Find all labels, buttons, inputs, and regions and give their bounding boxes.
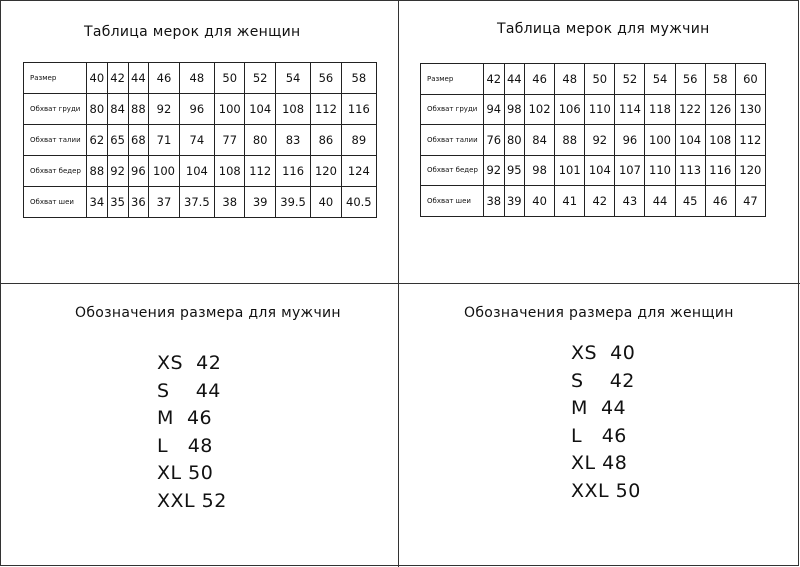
table-cell: 54 xyxy=(645,64,675,95)
table-cell: 98 xyxy=(504,94,525,125)
size-code-item: S 44 xyxy=(157,379,221,402)
horizontal-divider xyxy=(0,283,800,284)
table-cell: 45 xyxy=(675,186,705,217)
table-cell: 116 xyxy=(341,94,376,125)
row-label: Обхват бедер xyxy=(421,155,484,186)
table-row xyxy=(24,125,377,156)
men-codes-title: Обозначения размера для мужчин xyxy=(75,305,341,321)
table-cell: 92 xyxy=(149,94,179,125)
size-code-item: M 46 xyxy=(157,407,213,429)
table-cell: 40 xyxy=(87,63,108,94)
table-cell: 48 xyxy=(555,64,585,95)
table-cell: 39 xyxy=(245,187,275,218)
size-code-item: M 44 xyxy=(571,397,627,419)
table-cell: 34 xyxy=(87,187,108,218)
table-cell: 39 xyxy=(504,186,525,217)
table-cell: 108 xyxy=(275,94,310,125)
table-cell: 80 xyxy=(245,125,275,156)
table-row xyxy=(421,125,766,156)
row-label: Обхват талии xyxy=(24,125,87,156)
table-cell: 62 xyxy=(87,125,108,156)
size-code-item: XS 42 xyxy=(157,352,222,374)
table-cell: 88 xyxy=(128,94,149,125)
table-cell: 120 xyxy=(311,156,341,187)
table-cell: 71 xyxy=(149,125,179,156)
table-row xyxy=(24,187,377,218)
table-cell: 126 xyxy=(705,94,735,125)
table-cell: 44 xyxy=(128,63,149,94)
table-cell: 56 xyxy=(311,63,341,94)
men-size-codes xyxy=(157,350,227,515)
table-cell: 96 xyxy=(179,94,214,125)
table-cell: 40 xyxy=(311,187,341,218)
row-label: Обхват шеи xyxy=(421,186,484,217)
table-cell: 39.5 xyxy=(275,187,310,218)
table-cell: 112 xyxy=(245,156,275,187)
size-code-item: XL 48 xyxy=(571,452,628,474)
women-table-title: Таблица мерок для женщин xyxy=(84,24,301,40)
table-cell: 101 xyxy=(555,155,585,186)
table-cell: 42 xyxy=(585,186,615,217)
size-code-item: XXL 52 xyxy=(157,489,227,512)
women-codes-title: Обозначения размера для женщин xyxy=(464,305,734,321)
table-cell: 120 xyxy=(735,155,765,186)
table-cell: 60 xyxy=(735,64,765,95)
table-cell: 46 xyxy=(705,186,735,217)
table-cell: 46 xyxy=(525,64,555,95)
table-cell: 108 xyxy=(215,156,245,187)
table-cell: 44 xyxy=(645,186,675,217)
table-cell: 36 xyxy=(128,187,149,218)
table-cell: 80 xyxy=(87,94,108,125)
table-cell: 50 xyxy=(215,63,245,94)
table-cell: 54 xyxy=(275,63,310,94)
table-cell: 104 xyxy=(585,155,615,186)
women-size-codes xyxy=(571,340,641,505)
table-cell: 116 xyxy=(705,155,735,186)
table-cell: 112 xyxy=(311,94,341,125)
table-row xyxy=(421,186,766,217)
table-cell: 44 xyxy=(504,64,525,95)
table-cell: 86 xyxy=(311,125,341,156)
table-cell: 46 xyxy=(149,63,179,94)
size-code-item: L 48 xyxy=(157,434,213,457)
table-cell: 113 xyxy=(675,155,705,186)
table-cell: 88 xyxy=(555,125,585,156)
table-cell: 100 xyxy=(645,125,675,156)
table-cell: 89 xyxy=(341,125,376,156)
table-cell: 42 xyxy=(484,64,505,95)
table-cell: 94 xyxy=(484,94,505,125)
table-cell: 107 xyxy=(615,155,645,186)
size-code-item: S 42 xyxy=(571,369,635,392)
table-cell: 96 xyxy=(615,125,645,156)
table-cell: 114 xyxy=(615,94,645,125)
table-cell: 43 xyxy=(615,186,645,217)
row-label: Обхват груди xyxy=(24,94,87,125)
table-cell: 47 xyxy=(735,186,765,217)
table-cell: 96 xyxy=(128,156,149,187)
table-cell: 50 xyxy=(585,64,615,95)
table-row xyxy=(24,156,377,187)
table-cell: 108 xyxy=(705,125,735,156)
table-row xyxy=(24,94,377,125)
table-cell: 80 xyxy=(504,125,525,156)
table-cell: 58 xyxy=(341,63,376,94)
row-label: Размер xyxy=(24,63,87,94)
table-row xyxy=(421,94,766,125)
table-cell: 92 xyxy=(585,125,615,156)
row-label: Обхват талии xyxy=(421,125,484,156)
table-cell: 76 xyxy=(484,125,505,156)
table-cell: 102 xyxy=(525,94,555,125)
table-cell: 112 xyxy=(735,125,765,156)
table-cell: 122 xyxy=(675,94,705,125)
table-cell: 110 xyxy=(645,155,675,186)
table-cell: 42 xyxy=(107,63,128,94)
table-cell: 118 xyxy=(645,94,675,125)
men-table-title: Таблица мерок для мужчин xyxy=(497,21,710,37)
table-cell: 92 xyxy=(484,155,505,186)
table-cell: 124 xyxy=(341,156,376,187)
row-label: Обхват груди xyxy=(421,94,484,125)
table-cell: 95 xyxy=(504,155,525,186)
size-code-item: XL 50 xyxy=(157,462,214,484)
table-cell: 110 xyxy=(585,94,615,125)
table-cell: 38 xyxy=(484,186,505,217)
table-cell: 100 xyxy=(149,156,179,187)
table-cell: 35 xyxy=(107,187,128,218)
table-cell: 92 xyxy=(107,156,128,187)
table-cell: 41 xyxy=(555,186,585,217)
table-cell: 52 xyxy=(245,63,275,94)
row-label: Обхват шеи xyxy=(24,187,87,218)
table-cell: 104 xyxy=(245,94,275,125)
table-row xyxy=(421,64,766,95)
table-row xyxy=(24,63,377,94)
row-label: Размер xyxy=(421,64,484,95)
size-code-item: L 46 xyxy=(571,424,627,447)
table-cell: 37 xyxy=(149,187,179,218)
vertical-divider xyxy=(398,0,399,567)
women-size-table xyxy=(23,62,377,218)
table-cell: 56 xyxy=(675,64,705,95)
table-row xyxy=(421,155,766,186)
table-cell: 84 xyxy=(525,125,555,156)
table-cell: 58 xyxy=(705,64,735,95)
table-cell: 52 xyxy=(615,64,645,95)
size-code-item: XS 40 xyxy=(571,342,636,364)
table-cell: 88 xyxy=(87,156,108,187)
table-cell: 40.5 xyxy=(341,187,376,218)
table-cell: 130 xyxy=(735,94,765,125)
table-cell: 98 xyxy=(525,155,555,186)
table-cell: 100 xyxy=(215,94,245,125)
table-cell: 104 xyxy=(675,125,705,156)
size-code-item: XXL 50 xyxy=(571,479,641,502)
table-cell: 65 xyxy=(107,125,128,156)
table-cell: 84 xyxy=(107,94,128,125)
table-cell: 38 xyxy=(215,187,245,218)
table-cell: 37.5 xyxy=(179,187,214,218)
table-cell: 74 xyxy=(179,125,214,156)
table-cell: 40 xyxy=(525,186,555,217)
table-cell: 83 xyxy=(275,125,310,156)
table-cell: 68 xyxy=(128,125,149,156)
table-cell: 116 xyxy=(275,156,310,187)
table-cell: 106 xyxy=(555,94,585,125)
table-cell: 104 xyxy=(179,156,214,187)
table-cell: 48 xyxy=(179,63,214,94)
table-cell: 77 xyxy=(215,125,245,156)
men-size-table xyxy=(420,63,766,217)
row-label: Обхват бедер xyxy=(24,156,87,187)
